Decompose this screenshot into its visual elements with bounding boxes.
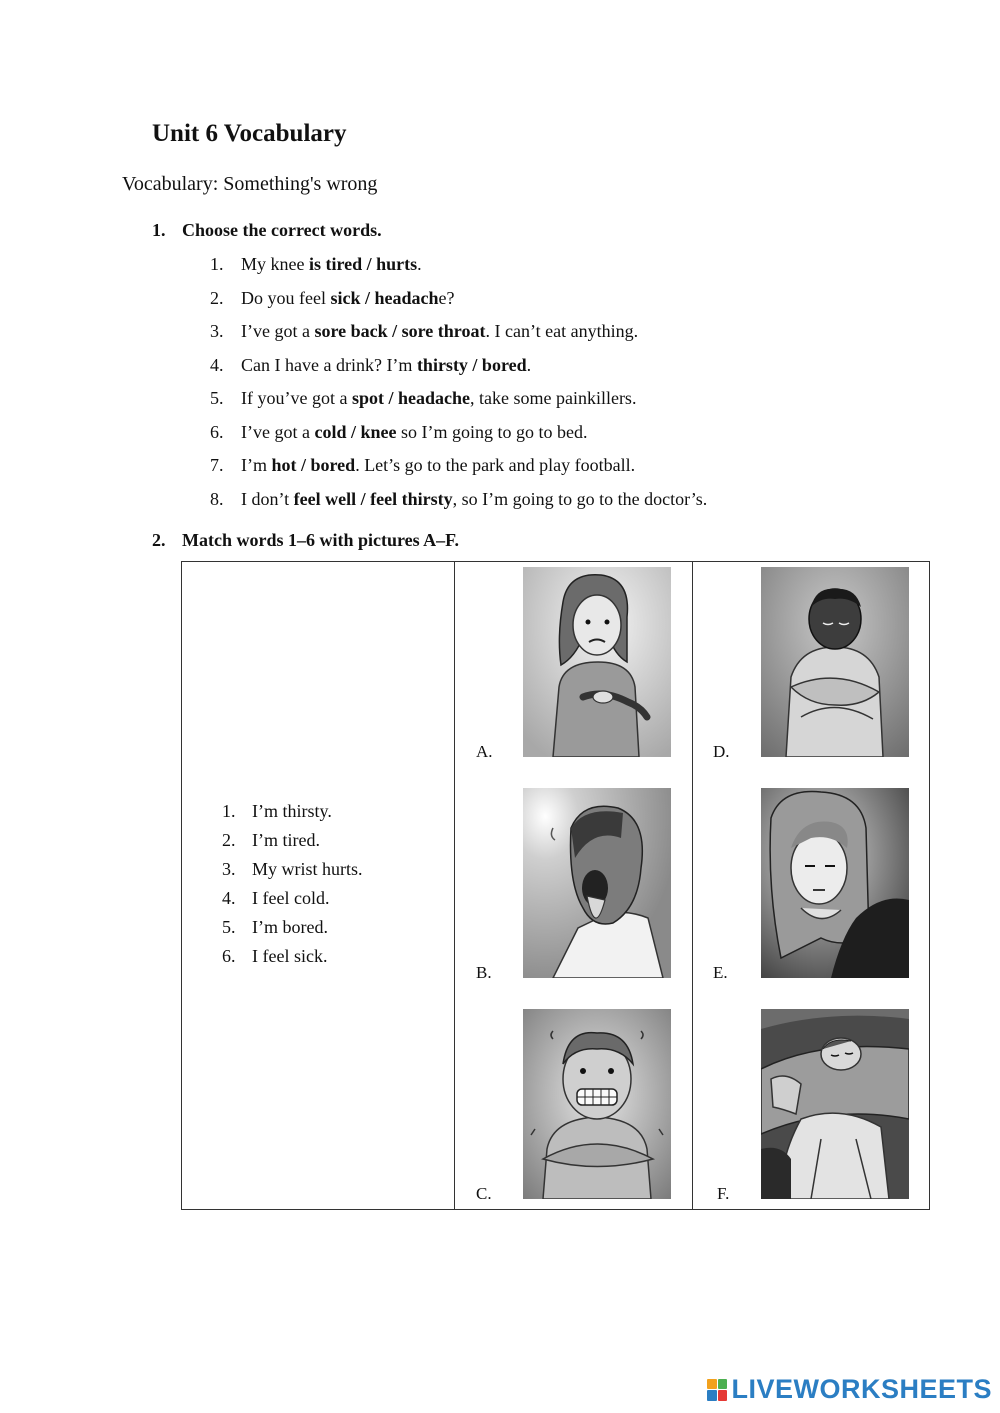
exercise-2-instruction: Match words 1–6 with pictures A–F. xyxy=(182,530,460,550)
cold-shivering-illustration xyxy=(523,1009,671,1199)
word-item: 6. I feel sick. xyxy=(222,946,328,966)
exercise-2-heading xyxy=(152,530,459,551)
exercise-1-instruction: Choose the correct words. xyxy=(182,220,382,240)
sick-illustration xyxy=(761,567,909,757)
page-title: Unit 6 Vocabulary xyxy=(152,120,347,147)
page-subtitle: Vocabulary: Something's wrong xyxy=(122,173,378,195)
choice-option[interactable]: spot / headache xyxy=(351,388,470,408)
exercise-2-number: 2. xyxy=(152,530,166,550)
choice-option[interactable]: is tired / hurts xyxy=(308,254,418,274)
logo-mark-icon xyxy=(707,1379,727,1401)
picture-label-e: E. xyxy=(713,963,728,982)
list-item: 5. If you’ve got a spot / headache, take some painkillers. xyxy=(210,388,637,408)
choice-option[interactable]: cold / knee xyxy=(314,421,397,442)
exercise-1-number: 1. xyxy=(152,220,166,240)
word-item: 5. I’m bored. xyxy=(222,917,328,937)
word-item: 3. My wrist hurts. xyxy=(222,859,363,879)
list-item: 6. I’ve got a cold / knee so I’m going to go to bed. xyxy=(210,421,588,442)
list-item: 3. I’ve got a sore back / sore throat. I can’t eat anything. xyxy=(210,321,639,341)
word-item: 2. I’m tired. xyxy=(222,830,320,850)
bored-illustration xyxy=(761,788,909,978)
list-item: 7. I’m hot / bored. Let’s go to the park and play football. xyxy=(210,455,636,475)
choice-option[interactable]: sore back / sore throat xyxy=(314,321,486,341)
picture-label-b: B. xyxy=(476,963,492,982)
table-divider xyxy=(454,562,455,1209)
picture-label-a: A. xyxy=(476,742,493,761)
wrist-pain-illustration xyxy=(523,567,671,757)
picture-label-d: D. xyxy=(713,742,730,761)
list-item: 4. Can I have a drink? I’m thirsty / bored. xyxy=(210,354,532,375)
tired-illustration xyxy=(761,1009,909,1199)
list-item: 2. Do you feel sick / headache? xyxy=(210,287,455,308)
choice-option[interactable]: thirsty / bored xyxy=(416,354,527,375)
word-item: 1. I’m thirsty. xyxy=(222,801,332,821)
picture-label-f: F. xyxy=(717,1184,730,1203)
choice-option[interactable]: feel well / feel thirsty xyxy=(293,488,453,509)
exercise-1-list xyxy=(210,252,707,520)
word-list xyxy=(222,799,363,973)
picture-label-c: C. xyxy=(476,1184,492,1203)
word-item: 4. I feel cold. xyxy=(222,888,330,908)
table-divider xyxy=(692,562,693,1209)
thirsty-illustration xyxy=(523,788,671,978)
exercise-1-heading xyxy=(152,220,382,241)
list-item: 1. My knee is tired / hurts. xyxy=(210,254,422,274)
logo-text: LIVEWORKSHEETS xyxy=(731,1374,992,1404)
matching-table xyxy=(181,561,930,1210)
liveworksheets-logo xyxy=(707,1374,992,1405)
choice-option[interactable]: sick / headach xyxy=(330,287,439,308)
choice-option[interactable]: hot / bored xyxy=(271,455,356,475)
list-item: 8. I don’t feel well / feel thirsty, so I’m going to go to the doctor’s. xyxy=(210,488,708,509)
